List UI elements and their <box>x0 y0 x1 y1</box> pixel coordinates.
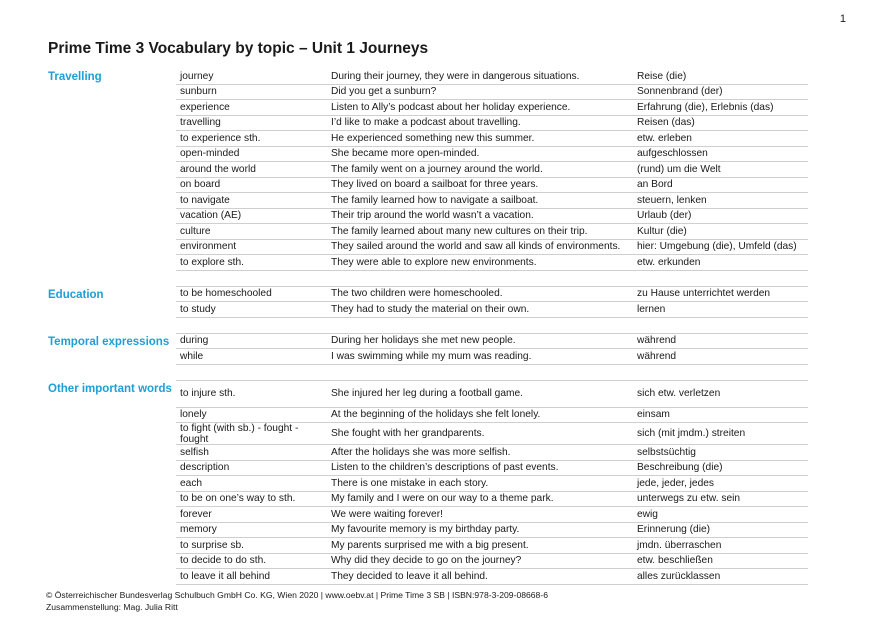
translation: (rund) um die Welt <box>637 163 721 175</box>
vocab-row <box>176 240 808 256</box>
section-other-important-words <box>48 381 808 585</box>
word: to navigate <box>180 194 230 206</box>
vocab-row <box>176 193 808 209</box>
section-heading: Education <box>48 288 104 301</box>
vocab-row <box>176 523 808 539</box>
example: After the holidays she was more selfish. <box>331 446 511 458</box>
vocab-row <box>176 507 808 523</box>
vocab-row <box>176 492 808 508</box>
word: to explore sth. <box>180 256 244 268</box>
word: environment <box>180 241 237 253</box>
word: during <box>180 335 209 347</box>
section-heading: Travelling <box>48 71 102 83</box>
section-travelling <box>48 69 808 287</box>
example: Their trip around the world wasn’t a vacation. <box>331 210 534 222</box>
translation: Urlaub (der) <box>637 210 692 222</box>
vocab-row <box>176 224 808 240</box>
word: to leave it all behind <box>180 570 271 582</box>
section-temporal-expressions <box>48 334 808 381</box>
word: to decide to do sth. <box>180 555 267 567</box>
vocab-row <box>176 209 808 225</box>
document-title: Prime Time 3 Vocabulary by topic – Unit 1 Journeys <box>48 40 429 57</box>
example: The family learned about many new cultures on their trip. <box>331 225 588 237</box>
vocab-row <box>176 381 808 408</box>
word: on board <box>180 179 221 191</box>
compiler-credit: Zusammenstellung: Mag. Julia Ritt <box>46 602 178 612</box>
translation: unterwegs zu etw. sein <box>637 493 741 505</box>
word: vacation (AE) <box>180 210 242 222</box>
word: memory <box>180 524 217 536</box>
translation: jede, jeder, jedes <box>637 477 715 489</box>
translation: Kultur (die) <box>637 225 687 237</box>
example: She became more open-minded. <box>331 148 480 160</box>
vocab-row <box>176 302 808 318</box>
word: travelling <box>180 117 221 129</box>
word: while <box>180 350 204 362</box>
example: The family learned how to navigate a sailboat. <box>331 194 539 206</box>
vocab-row <box>176 162 808 178</box>
word: selfish <box>180 446 209 458</box>
example: My parents surprised me with a big present. <box>331 539 529 551</box>
translation: Erfahrung (die), Erlebnis (das) <box>637 101 774 113</box>
translation: alles zurücklassen <box>637 570 721 582</box>
translation: Sonnenbrand (der) <box>637 86 723 98</box>
example: Listen to Ally’s podcast about her holiday experience. <box>331 101 571 113</box>
section-education <box>48 287 808 334</box>
translation: sich etw. verletzen <box>637 388 721 399</box>
vocab-row <box>176 461 808 477</box>
example: They had to study the material on their own. <box>331 303 530 315</box>
vocab-row <box>176 178 808 194</box>
word: to fight (with sb.) - fought - fought <box>180 422 299 445</box>
example: They sailed around the world and saw all kinds of environments. <box>331 241 621 253</box>
translation: etw. erkunden <box>637 256 701 268</box>
vocab-row <box>176 255 808 271</box>
word: to study <box>180 303 216 315</box>
translation: steuern, lenken <box>637 194 707 206</box>
example: She fought with her grandparents. <box>331 428 485 439</box>
translation: während <box>637 350 677 362</box>
word: around the world <box>180 163 256 175</box>
vocab-row <box>176 554 808 570</box>
vocab-row <box>176 476 808 492</box>
vocab-row <box>176 69 808 85</box>
vocab-row <box>176 538 808 554</box>
example: During their journey, they were in dangerous situations. <box>331 70 580 82</box>
example: I’d like to make a podcast about travelling. <box>331 117 521 129</box>
translation: während <box>637 335 677 347</box>
example: Did you get a sunburn? <box>331 86 437 98</box>
translation: Beschreibung (die) <box>637 462 723 474</box>
example: During her holidays she met new people. <box>331 335 516 347</box>
vocab-row <box>176 131 808 147</box>
translation: selbstsüchtig <box>637 446 696 458</box>
translation: lernen <box>637 303 666 315</box>
word: culture <box>180 225 211 237</box>
example: Why did they decide to go on the journey? <box>331 555 522 567</box>
spacer-row <box>176 318 808 334</box>
translation: ewig <box>637 508 658 520</box>
vocab-row <box>176 116 808 132</box>
section-heading: Other important words <box>48 382 172 395</box>
word: to be homeschooled <box>180 288 272 300</box>
word: description <box>180 462 230 474</box>
word: journey <box>180 70 214 82</box>
example: They lived on board a sailboat for three years. <box>331 179 539 191</box>
spacer-row <box>176 271 808 287</box>
example: They decided to leave it all behind. <box>331 570 488 582</box>
page-number: 1 <box>839 13 846 25</box>
footer <box>46 589 548 613</box>
example: She injured her leg during a football game. <box>331 388 523 399</box>
example: I was swimming while my mum was reading. <box>331 350 532 362</box>
translation: Reisen (das) <box>637 117 695 129</box>
example: He experienced something new this summer. <box>331 132 535 144</box>
vocab-row <box>176 334 808 350</box>
word: to experience sth. <box>180 132 261 144</box>
example: We were waiting forever! <box>331 508 443 520</box>
word: to injure sth. <box>180 388 236 399</box>
word: lonely <box>180 409 207 421</box>
spacer-row <box>176 365 808 381</box>
word: open-minded <box>180 148 240 160</box>
vocab-row <box>176 349 808 365</box>
translation: Reise (die) <box>637 70 687 82</box>
translation: aufgeschlossen <box>637 148 708 160</box>
vocab-row <box>176 408 808 424</box>
example: The two children were homeschooled. <box>331 288 503 300</box>
vocab-row <box>176 569 808 585</box>
word: to be on one’s way to sth. <box>180 493 296 505</box>
example: My favourite memory is my birthday party. <box>331 524 520 536</box>
vocab-row <box>176 100 808 116</box>
translation: jmdn. überraschen <box>637 539 722 551</box>
example: They were able to explore new environments. <box>331 256 537 268</box>
vocab-row <box>176 423 808 445</box>
translation: sich (mit jmdm.) streiten <box>637 428 746 439</box>
word: experience <box>180 101 230 113</box>
example: The family went on a journey around the world. <box>331 163 543 175</box>
example: At the beginning of the holidays she felt lonely. <box>331 409 541 421</box>
section-heading: Temporal expressions <box>48 335 170 348</box>
translation: Erinnerung (die) <box>637 524 711 536</box>
word: forever <box>180 508 212 520</box>
word: each <box>180 477 203 489</box>
translation: an Bord <box>637 179 673 191</box>
word: sunburn <box>180 86 217 98</box>
translation: hier: Umgebung (die), Umfeld (das) <box>637 241 797 253</box>
vocab-row <box>176 147 808 163</box>
vocabulary-table <box>48 69 808 585</box>
translation: etw. beschließen <box>637 555 713 567</box>
translation: einsam <box>637 409 670 421</box>
example: Listen to the children’s descriptions of past events. <box>331 462 559 474</box>
vocab-row <box>176 85 808 101</box>
copyright-line: © Österreichischer Bundesverlag Schulbuch GmbH Co. KG, Wien 2020 | www.oebv.at | Prime Time 3 SB | ISBN:978-3-209-08668-6 <box>46 590 548 600</box>
word: to surprise sb. <box>180 539 244 551</box>
translation: etw. erleben <box>637 132 692 144</box>
vocab-row <box>176 445 808 461</box>
example: My family and I were on our way to a theme park. <box>331 493 554 505</box>
example: There is one mistake in each story. <box>331 477 489 489</box>
vocab-row <box>176 287 808 303</box>
translation: zu Hause unterrichtet werden <box>637 288 771 300</box>
